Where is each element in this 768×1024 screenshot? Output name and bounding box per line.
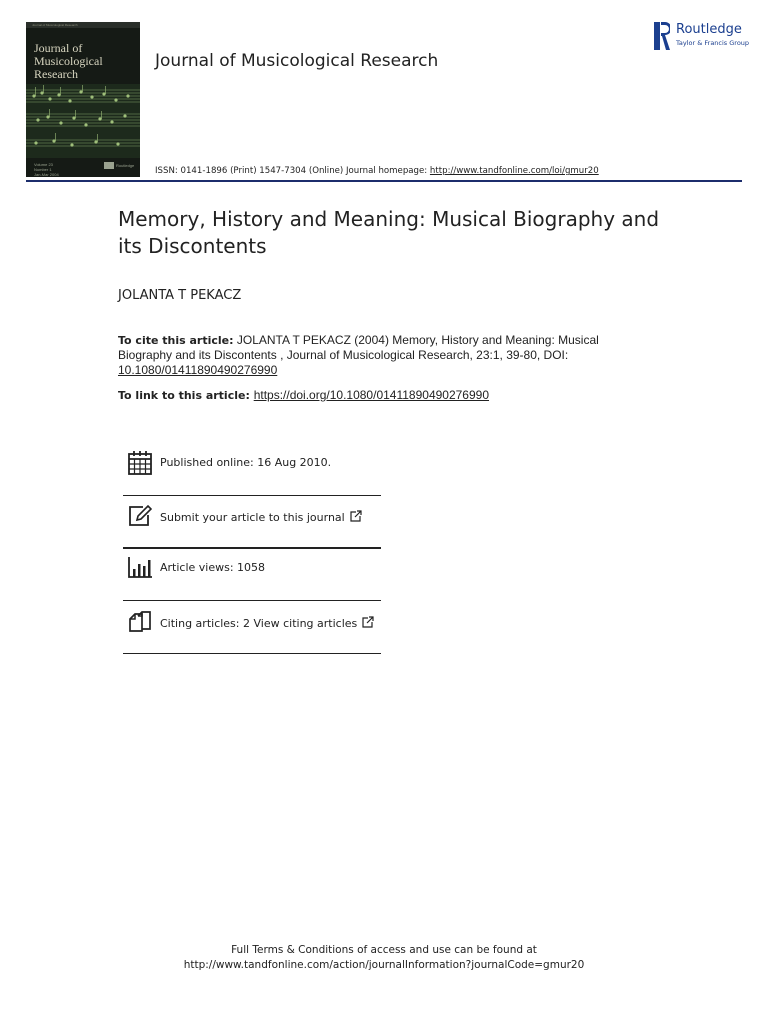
issn-text: ISSN: 0141-1896 (Print) 1547-7304 (Online) Journal homepage: xyxy=(155,166,430,176)
cover-music-pattern xyxy=(26,84,140,158)
journal-homepage-link[interactable]: http://www.tandfonline.com/loi/gmur20 xyxy=(429,166,599,176)
cover-publisher-logo xyxy=(104,162,114,169)
cover-title: Journal of Musicological Research xyxy=(34,41,103,81)
citing-articles-text: Citing articles: 2 View citing articles xyxy=(160,617,358,630)
citation-block xyxy=(118,333,638,378)
header-divider xyxy=(26,180,742,182)
published-online-text: Published online: 16 Aug 2010. xyxy=(160,456,332,469)
cover-strip xyxy=(26,22,140,28)
cite-label: To cite this article: xyxy=(118,334,234,347)
issn-line xyxy=(155,166,599,176)
journal-cover xyxy=(26,22,140,177)
link-label: To link to this article: xyxy=(118,389,254,402)
article-title: Memory, History and Meaning: Musical Biography and its Discontents xyxy=(118,207,660,258)
divider xyxy=(123,547,381,549)
external-link-icon xyxy=(350,510,362,522)
publisher-name: Routledge xyxy=(676,22,742,37)
documents-icon xyxy=(128,611,152,635)
footer xyxy=(0,943,768,973)
cover-publisher-text: Routledge xyxy=(116,163,135,168)
journal-name: Journal of Musicological Research xyxy=(155,51,439,71)
article-views-row xyxy=(124,556,381,596)
divider xyxy=(123,653,381,654)
article-link-line xyxy=(118,388,489,402)
footer-terms-url[interactable]: http://www.tandfonline.com/action/journalInformation?journalCode=gmur20 xyxy=(183,959,585,971)
submit-article-text: Submit your article to this journal xyxy=(160,511,345,524)
submit-article-row[interactable] xyxy=(124,505,381,545)
external-link-icon xyxy=(362,616,374,628)
citing-articles-link[interactable] xyxy=(160,616,374,630)
publisher-subtitle: Taylor & Francis Group xyxy=(676,39,750,47)
publisher-logo[interactable] xyxy=(654,20,754,50)
article-views-text: Article views: 1058 xyxy=(160,561,266,574)
divider xyxy=(123,495,381,496)
citing-articles-row[interactable] xyxy=(124,611,381,651)
routledge-logo-icon xyxy=(654,22,670,50)
cite-text: JOLANTA T PEKACZ (2004) Memory, History and Meaning: Musical Biography and its Discontents , Journal of Musicological Research, 23:1, 39-80, DOI: xyxy=(118,333,599,362)
article-doi-link[interactable]: https://doi.org/10.1080/01411890490276990 xyxy=(253,388,490,402)
footer-terms-text: Full Terms & Conditions of access and use can be found at xyxy=(231,944,537,956)
cover-strip-text: Journal of Musicological Research xyxy=(32,23,78,27)
submit-article-link[interactable] xyxy=(160,510,362,524)
bar-chart-icon xyxy=(128,556,152,580)
published-online-row xyxy=(124,451,381,491)
cite-doi-link[interactable]: 10.1080/01411890490276990 xyxy=(118,363,278,377)
article-author: JOLANTA T PEKACZ xyxy=(118,288,242,303)
cover-issue-text: Volume 23 Number 1 Jan-Mar 2004 xyxy=(34,162,59,177)
divider xyxy=(123,600,381,601)
edit-icon xyxy=(128,505,152,529)
calendar-icon xyxy=(128,451,152,475)
